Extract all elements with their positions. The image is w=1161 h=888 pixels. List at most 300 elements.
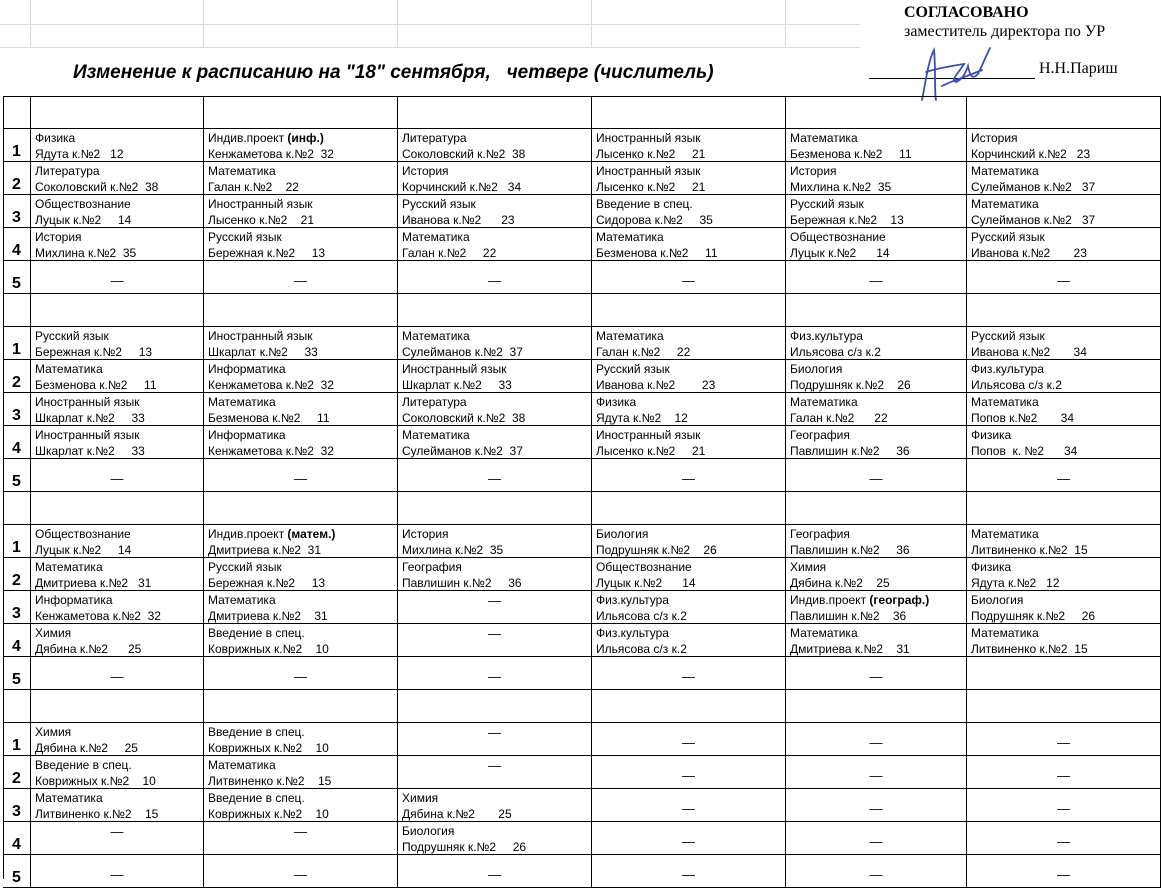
group-header (786, 690, 967, 723)
empty-cell: — (592, 822, 786, 855)
lesson-subject (971, 427, 1160, 443)
lesson-subject (208, 130, 397, 146)
subject-text: Математика (596, 230, 664, 244)
empty-cell: — (786, 723, 967, 756)
empty-cell: — (204, 855, 398, 888)
empty-cell: — (592, 261, 786, 294)
lesson-teacher-room: Иванова к.№2 23 (402, 213, 515, 227)
lesson-subject (596, 229, 785, 245)
empty-cell: — (31, 822, 204, 855)
lesson-subject (402, 394, 591, 410)
empty-cell: — (398, 591, 592, 624)
empty-cell: — (592, 459, 786, 492)
lesson-teacher-room: Ильясова с/з к.2 (790, 345, 881, 359)
subject-text: История (790, 164, 837, 178)
lesson-cell (31, 393, 204, 426)
subject-text: Математика (402, 428, 470, 442)
lesson-cell (592, 393, 786, 426)
lesson-teacher-room: Сулейманов к.№2 37 (971, 180, 1096, 194)
lesson-teacher-room: Луцык к.№2 14 (35, 543, 132, 557)
lesson-teacher-room: Подрушняк к.№2 26 (971, 609, 1096, 623)
lesson-cell (398, 822, 592, 855)
subject-text: Математика (971, 527, 1039, 541)
lesson-cell (31, 195, 204, 228)
subject-text: Биология (790, 362, 843, 376)
lesson-teacher-room: Дмитриева к.№2 31 (35, 576, 152, 590)
lesson-cell (786, 591, 967, 624)
lesson-subject (596, 592, 785, 608)
subject-text: Математика (790, 626, 858, 640)
lesson-subject (35, 394, 203, 410)
group-header (592, 96, 786, 129)
lesson-teacher-room: Павлишин к.№2 36 (402, 576, 522, 590)
lesson-subject (35, 790, 203, 806)
empty-cell: — (967, 756, 1161, 789)
lesson-subject (596, 526, 785, 542)
subject-text: Математика (402, 230, 470, 244)
subject-text: История (35, 230, 82, 244)
group-header (31, 294, 204, 327)
lesson-teacher-room: Павлишин к.№2 36 (790, 609, 907, 623)
subject-text: Русский язык (790, 197, 864, 211)
lesson-subject (971, 328, 1160, 344)
pair-number: 2 (3, 756, 31, 789)
lesson-teacher-room: Луцык к.№2 14 (790, 246, 890, 260)
pair-number: 4 (3, 822, 31, 855)
lesson-cell (967, 525, 1161, 558)
subject-text: Физ.культура (971, 362, 1044, 376)
lesson-teacher-room: Дябина к.№2 25 (402, 807, 512, 821)
lesson-teacher-room: Михлина к.№2 35 (402, 543, 504, 557)
subject-text: Русский язык (35, 329, 109, 343)
lesson-subject (402, 559, 591, 575)
subject-text: Иностранный язык (35, 395, 140, 409)
subject-text: Иностранный язык (208, 197, 313, 211)
lesson-cell (592, 525, 786, 558)
subject-text: Информатика (208, 362, 286, 376)
subject-text: Математика (971, 164, 1039, 178)
lesson-subject (35, 427, 203, 443)
lesson-teacher-room: Иванова к.№2 23 (971, 246, 1087, 260)
lesson-subject (596, 427, 785, 443)
lesson-teacher-room: Соколовский к.№2 38 (35, 180, 159, 194)
lesson-cell (786, 393, 967, 426)
gridline (0, 47, 860, 48)
lesson-cell (204, 162, 398, 195)
lesson-subject (402, 526, 591, 542)
subject-text: Введение в спец. (208, 725, 305, 739)
subject-text: Биология (971, 593, 1024, 607)
lesson-cell (31, 360, 204, 393)
lesson-teacher-room: Сулейманов к.№2 37 (402, 345, 523, 359)
lesson-subject (35, 757, 203, 773)
lesson-teacher-room: Сулейманов к.№2 37 (971, 213, 1096, 227)
lesson-cell (967, 129, 1161, 162)
lesson-cell (967, 426, 1161, 459)
subject-text: Математика (790, 131, 858, 145)
lesson-teacher-room: Галан к.№2 22 (402, 246, 497, 260)
lesson-subject (35, 196, 203, 212)
lesson-cell (398, 129, 592, 162)
lesson-cell (204, 624, 398, 657)
corner-cell (3, 690, 31, 723)
lesson-teacher-room: Литвиненко к.№2 15 (971, 543, 1088, 557)
lesson-teacher-room: Коврижных к.№2 10 (208, 807, 329, 821)
subject-text: Иностранный язык (402, 362, 507, 376)
lesson-teacher-room: Бережная к.№2 13 (790, 213, 904, 227)
pair-number: 2 (3, 558, 31, 591)
lesson-subject (208, 790, 397, 806)
lesson-cell (31, 723, 204, 756)
pair-number: 1 (3, 327, 31, 360)
lesson-teacher-room: Иванова к.№2 34 (971, 345, 1087, 359)
lesson-subject (971, 163, 1160, 179)
lesson-teacher-room: Ядута к.№2 12 (35, 147, 124, 161)
lesson-subject (208, 361, 397, 377)
subject-text: География (790, 527, 850, 541)
subject-text: Обществознание (790, 230, 886, 244)
empty-cell: — (967, 855, 1161, 888)
subject-text: Информатика (208, 428, 286, 442)
group-header (967, 294, 1161, 327)
subject-note: (географ.) (869, 593, 930, 607)
group-header (204, 690, 398, 723)
subject-text: Физика (971, 428, 1012, 442)
subject-text: Математика (971, 197, 1039, 211)
lesson-cell (398, 195, 592, 228)
lesson-teacher-room: Попов к. №2 34 (971, 444, 1078, 458)
lesson-cell (204, 228, 398, 261)
lesson-cell (967, 327, 1161, 360)
lesson-teacher-room: Павлишин к.№2 36 (790, 444, 910, 458)
subject-text: Введение в спец. (208, 626, 305, 640)
subject-text: Физика (596, 395, 637, 409)
lesson-cell (398, 228, 592, 261)
lesson-teacher-room: Дмитриева к.№2 31 (790, 642, 910, 656)
empty-cell: — (786, 459, 967, 492)
pair-number: 1 (3, 525, 31, 558)
lesson-teacher-room: Галан к.№2 22 (208, 180, 299, 194)
lesson-cell (786, 129, 967, 162)
lesson-cell (204, 360, 398, 393)
corner-cell (3, 492, 31, 525)
lesson-teacher-room: Шкарлат к.№2 33 (35, 411, 145, 425)
subject-text: Биология (402, 824, 455, 838)
group-header (786, 96, 967, 129)
empty-cell: — (398, 261, 592, 294)
subject-text: География (402, 560, 462, 574)
empty-cell: — (204, 822, 398, 855)
group-header (967, 690, 1161, 723)
lesson-subject (35, 229, 203, 245)
subject-text: Математика (208, 164, 276, 178)
lesson-teacher-room: Безменова к.№2 11 (596, 246, 718, 260)
corner-cell (3, 294, 31, 327)
pair-number: 3 (3, 591, 31, 624)
group-header (398, 690, 592, 723)
pair-number: 5 (3, 261, 31, 294)
lesson-cell (398, 558, 592, 591)
lesson-cell (786, 558, 967, 591)
pair-number: 5 (3, 459, 31, 492)
lesson-cell (31, 756, 204, 789)
lesson-subject (208, 724, 397, 740)
lesson-teacher-room: Лысенко к.№2 21 (208, 213, 315, 227)
lesson-cell (398, 789, 592, 822)
subject-text: Литература (35, 164, 100, 178)
subject-text: Русский язык (596, 362, 670, 376)
lesson-subject (971, 625, 1160, 641)
subject-text: Химия (35, 725, 72, 739)
pair-number: 3 (3, 789, 31, 822)
lesson-teacher-room: Лысенко к.№2 21 (596, 180, 706, 194)
group-header (31, 492, 204, 525)
lesson-cell (592, 129, 786, 162)
lesson-teacher-room: Литвиненко к.№2 15 (35, 807, 159, 821)
empty-cell: — (204, 459, 398, 492)
subject-text: Русский язык (971, 230, 1045, 244)
lesson-cell (31, 525, 204, 558)
pair-number: 4 (3, 624, 31, 657)
subject-text: Химия (790, 560, 827, 574)
approval-signatory-name: Н.Н.Париш (1039, 60, 1118, 77)
lesson-cell (204, 426, 398, 459)
lesson-cell (31, 558, 204, 591)
lesson-cell (786, 624, 967, 657)
lesson-teacher-room: Бережная к.№2 13 (208, 246, 326, 260)
pair-number: 3 (3, 195, 31, 228)
empty-cell: — (204, 261, 398, 294)
lesson-cell (592, 426, 786, 459)
lesson-subject (790, 361, 966, 377)
subject-text: Введение в спец. (35, 758, 132, 772)
subject-text: Иностранный язык (35, 428, 140, 442)
lesson-subject (971, 526, 1160, 542)
lesson-teacher-room: Лысенко к.№2 21 (596, 147, 706, 161)
lesson-teacher-room: Безменова к.№2 11 (790, 147, 912, 161)
lesson-teacher-room: Подрушняк к.№2 26 (596, 543, 717, 557)
lesson-subject (790, 394, 966, 410)
lesson-cell (31, 789, 204, 822)
empty-cell: — (786, 855, 967, 888)
group-header (204, 294, 398, 327)
subject-text: История (971, 131, 1018, 145)
lesson-cell (592, 360, 786, 393)
lesson-teacher-room: Павлишин к.№2 36 (790, 543, 910, 557)
subject-text: Иностранный язык (596, 428, 701, 442)
lesson-subject (790, 559, 966, 575)
lesson-teacher-room: Шкарлат к.№2 33 (402, 378, 512, 392)
subject-text: Физика (971, 560, 1012, 574)
subject-text: Русский язык (402, 197, 476, 211)
lesson-subject (596, 163, 785, 179)
approval-position: заместитель директора по УР (904, 23, 1106, 40)
subject-text: Русский язык (208, 230, 282, 244)
lesson-subject (971, 130, 1160, 146)
subject-text: Русский язык (971, 329, 1045, 343)
lesson-subject (35, 625, 203, 641)
lesson-teacher-room: Соколовский к.№2 38 (402, 147, 526, 161)
lesson-cell (204, 195, 398, 228)
pair-number: 3 (3, 393, 31, 426)
group-header (31, 96, 204, 129)
gridline (0, 24, 860, 25)
group-header (204, 96, 398, 129)
subject-text: География (790, 428, 850, 442)
lesson-cell (786, 360, 967, 393)
empty-cell: — (204, 657, 398, 690)
lesson-cell (398, 360, 592, 393)
lesson-subject (208, 526, 397, 542)
lesson-teacher-room: Луцык к.№2 14 (35, 213, 132, 227)
lesson-subject (35, 130, 203, 146)
lesson-teacher-room: Дмитриева к.№2 31 (208, 609, 328, 623)
subject-text: Биология (596, 527, 649, 541)
subject-text: Химия (402, 791, 439, 805)
lesson-teacher-room: Шкарлат к.№2 33 (35, 444, 145, 458)
lesson-teacher-room: Дябина к.№2 25 (35, 741, 138, 755)
lesson-cell (204, 327, 398, 360)
lesson-cell (204, 591, 398, 624)
empty-cell: — (31, 657, 204, 690)
subject-note: (инф.) (287, 131, 324, 145)
pair-number: 2 (3, 162, 31, 195)
lesson-subject (596, 625, 785, 641)
pair-number: 5 (3, 657, 31, 690)
lesson-teacher-room: Бережная к.№2 13 (208, 576, 326, 590)
empty-cell: — (967, 789, 1161, 822)
lesson-subject (208, 592, 397, 608)
group-header (592, 294, 786, 327)
group-header (398, 492, 592, 525)
subject-text: Индив.проект (790, 593, 870, 607)
lesson-teacher-room: Дмитриева к.№2 31 (208, 543, 322, 557)
group-header (786, 294, 967, 327)
subject-text: История (402, 527, 449, 541)
lesson-teacher-room: Коврижных к.№2 10 (208, 741, 329, 755)
lesson-subject (402, 427, 591, 443)
lesson-teacher-room: Подрушняк к.№2 26 (790, 378, 911, 392)
pair-number: 1 (3, 129, 31, 162)
lesson-cell (967, 624, 1161, 657)
empty-cell: — (592, 855, 786, 888)
lesson-cell (592, 195, 786, 228)
lesson-subject (790, 229, 966, 245)
lesson-subject (402, 823, 591, 839)
lesson-subject (35, 559, 203, 575)
lesson-cell (398, 162, 592, 195)
lesson-subject (402, 361, 591, 377)
lesson-teacher-room: Ильясова с/з к.2 (596, 609, 687, 623)
lesson-cell (398, 426, 592, 459)
lesson-subject (35, 526, 203, 542)
group-header (398, 294, 592, 327)
pair-number: 1 (3, 723, 31, 756)
lesson-teacher-room: Ядута к.№2 12 (971, 576, 1060, 590)
lesson-cell (592, 591, 786, 624)
empty-cell: — (31, 459, 204, 492)
lesson-cell (204, 525, 398, 558)
empty-cell: — (592, 723, 786, 756)
lesson-teacher-room: Ядута к.№2 12 (596, 411, 688, 425)
subject-note: (матем.) (287, 527, 336, 541)
lesson-subject (402, 328, 591, 344)
lesson-teacher-room: Михлина к.№2 35 (35, 246, 137, 260)
subject-text: Обществознание (35, 527, 131, 541)
empty-cell: — (592, 789, 786, 822)
pair-number: 4 (3, 426, 31, 459)
lesson-subject (790, 625, 966, 641)
lesson-cell (31, 228, 204, 261)
lesson-subject (208, 163, 397, 179)
lesson-subject (971, 229, 1160, 245)
lesson-teacher-room: Соколовский к.№2 38 (402, 411, 526, 425)
lesson-teacher-room: Коврижных к.№2 10 (208, 642, 329, 656)
lesson-subject (208, 196, 397, 212)
lesson-teacher-room: Ильясова с/з к.2 (971, 378, 1062, 392)
subject-text: Литература (402, 395, 467, 409)
subject-text: Индив.проект (208, 131, 288, 145)
subject-text: Математика (208, 758, 276, 772)
lesson-cell (592, 327, 786, 360)
subject-text: Математика (971, 395, 1039, 409)
empty-cell: — (967, 459, 1161, 492)
lesson-teacher-room: Литвиненко к.№2 15 (971, 642, 1088, 656)
lesson-cell (204, 756, 398, 789)
lesson-subject (402, 790, 591, 806)
group-header (592, 492, 786, 525)
lesson-teacher-room: Дябина к.№2 25 (790, 576, 890, 590)
lesson-cell (204, 723, 398, 756)
lesson-teacher-room: Кенжаметова к.№2 32 (208, 147, 334, 161)
group-header (786, 492, 967, 525)
subject-text: Математика (208, 593, 276, 607)
lesson-subject (208, 559, 397, 575)
lesson-subject (596, 130, 785, 146)
subject-text: Математика (35, 362, 103, 376)
lesson-cell (592, 162, 786, 195)
lesson-subject (971, 361, 1160, 377)
lesson-cell (786, 525, 967, 558)
empty-cell: — (592, 657, 786, 690)
lesson-teacher-room: Сулейманов к.№2 37 (402, 444, 523, 458)
lesson-subject (790, 526, 966, 542)
subject-text: Физ.культура (596, 626, 669, 640)
lesson-cell (204, 789, 398, 822)
empty-cell: — (398, 723, 592, 756)
lesson-teacher-room: Корчинский к.№2 23 (971, 147, 1091, 161)
pair-number: 2 (3, 360, 31, 393)
empty-cell: — (398, 459, 592, 492)
lesson-teacher-room: Кенжаметова к.№2 32 (208, 444, 334, 458)
lesson-cell (31, 591, 204, 624)
schedule-table (3, 96, 1160, 886)
subject-text: Информатика (35, 593, 113, 607)
lesson-subject (596, 196, 785, 212)
lesson-cell (967, 228, 1161, 261)
pair-number: 4 (3, 228, 31, 261)
empty-cell: — (967, 261, 1161, 294)
lesson-subject (35, 163, 203, 179)
subject-text: Литература (402, 131, 467, 145)
lesson-teacher-room: Безменова к.№2 11 (208, 411, 330, 425)
subject-text: Химия (35, 626, 72, 640)
lesson-teacher-room: Коврижных к.№2 10 (35, 774, 156, 788)
group-header (592, 690, 786, 723)
subject-text: Обществознание (596, 560, 692, 574)
lesson-cell (31, 162, 204, 195)
lesson-subject (208, 394, 397, 410)
